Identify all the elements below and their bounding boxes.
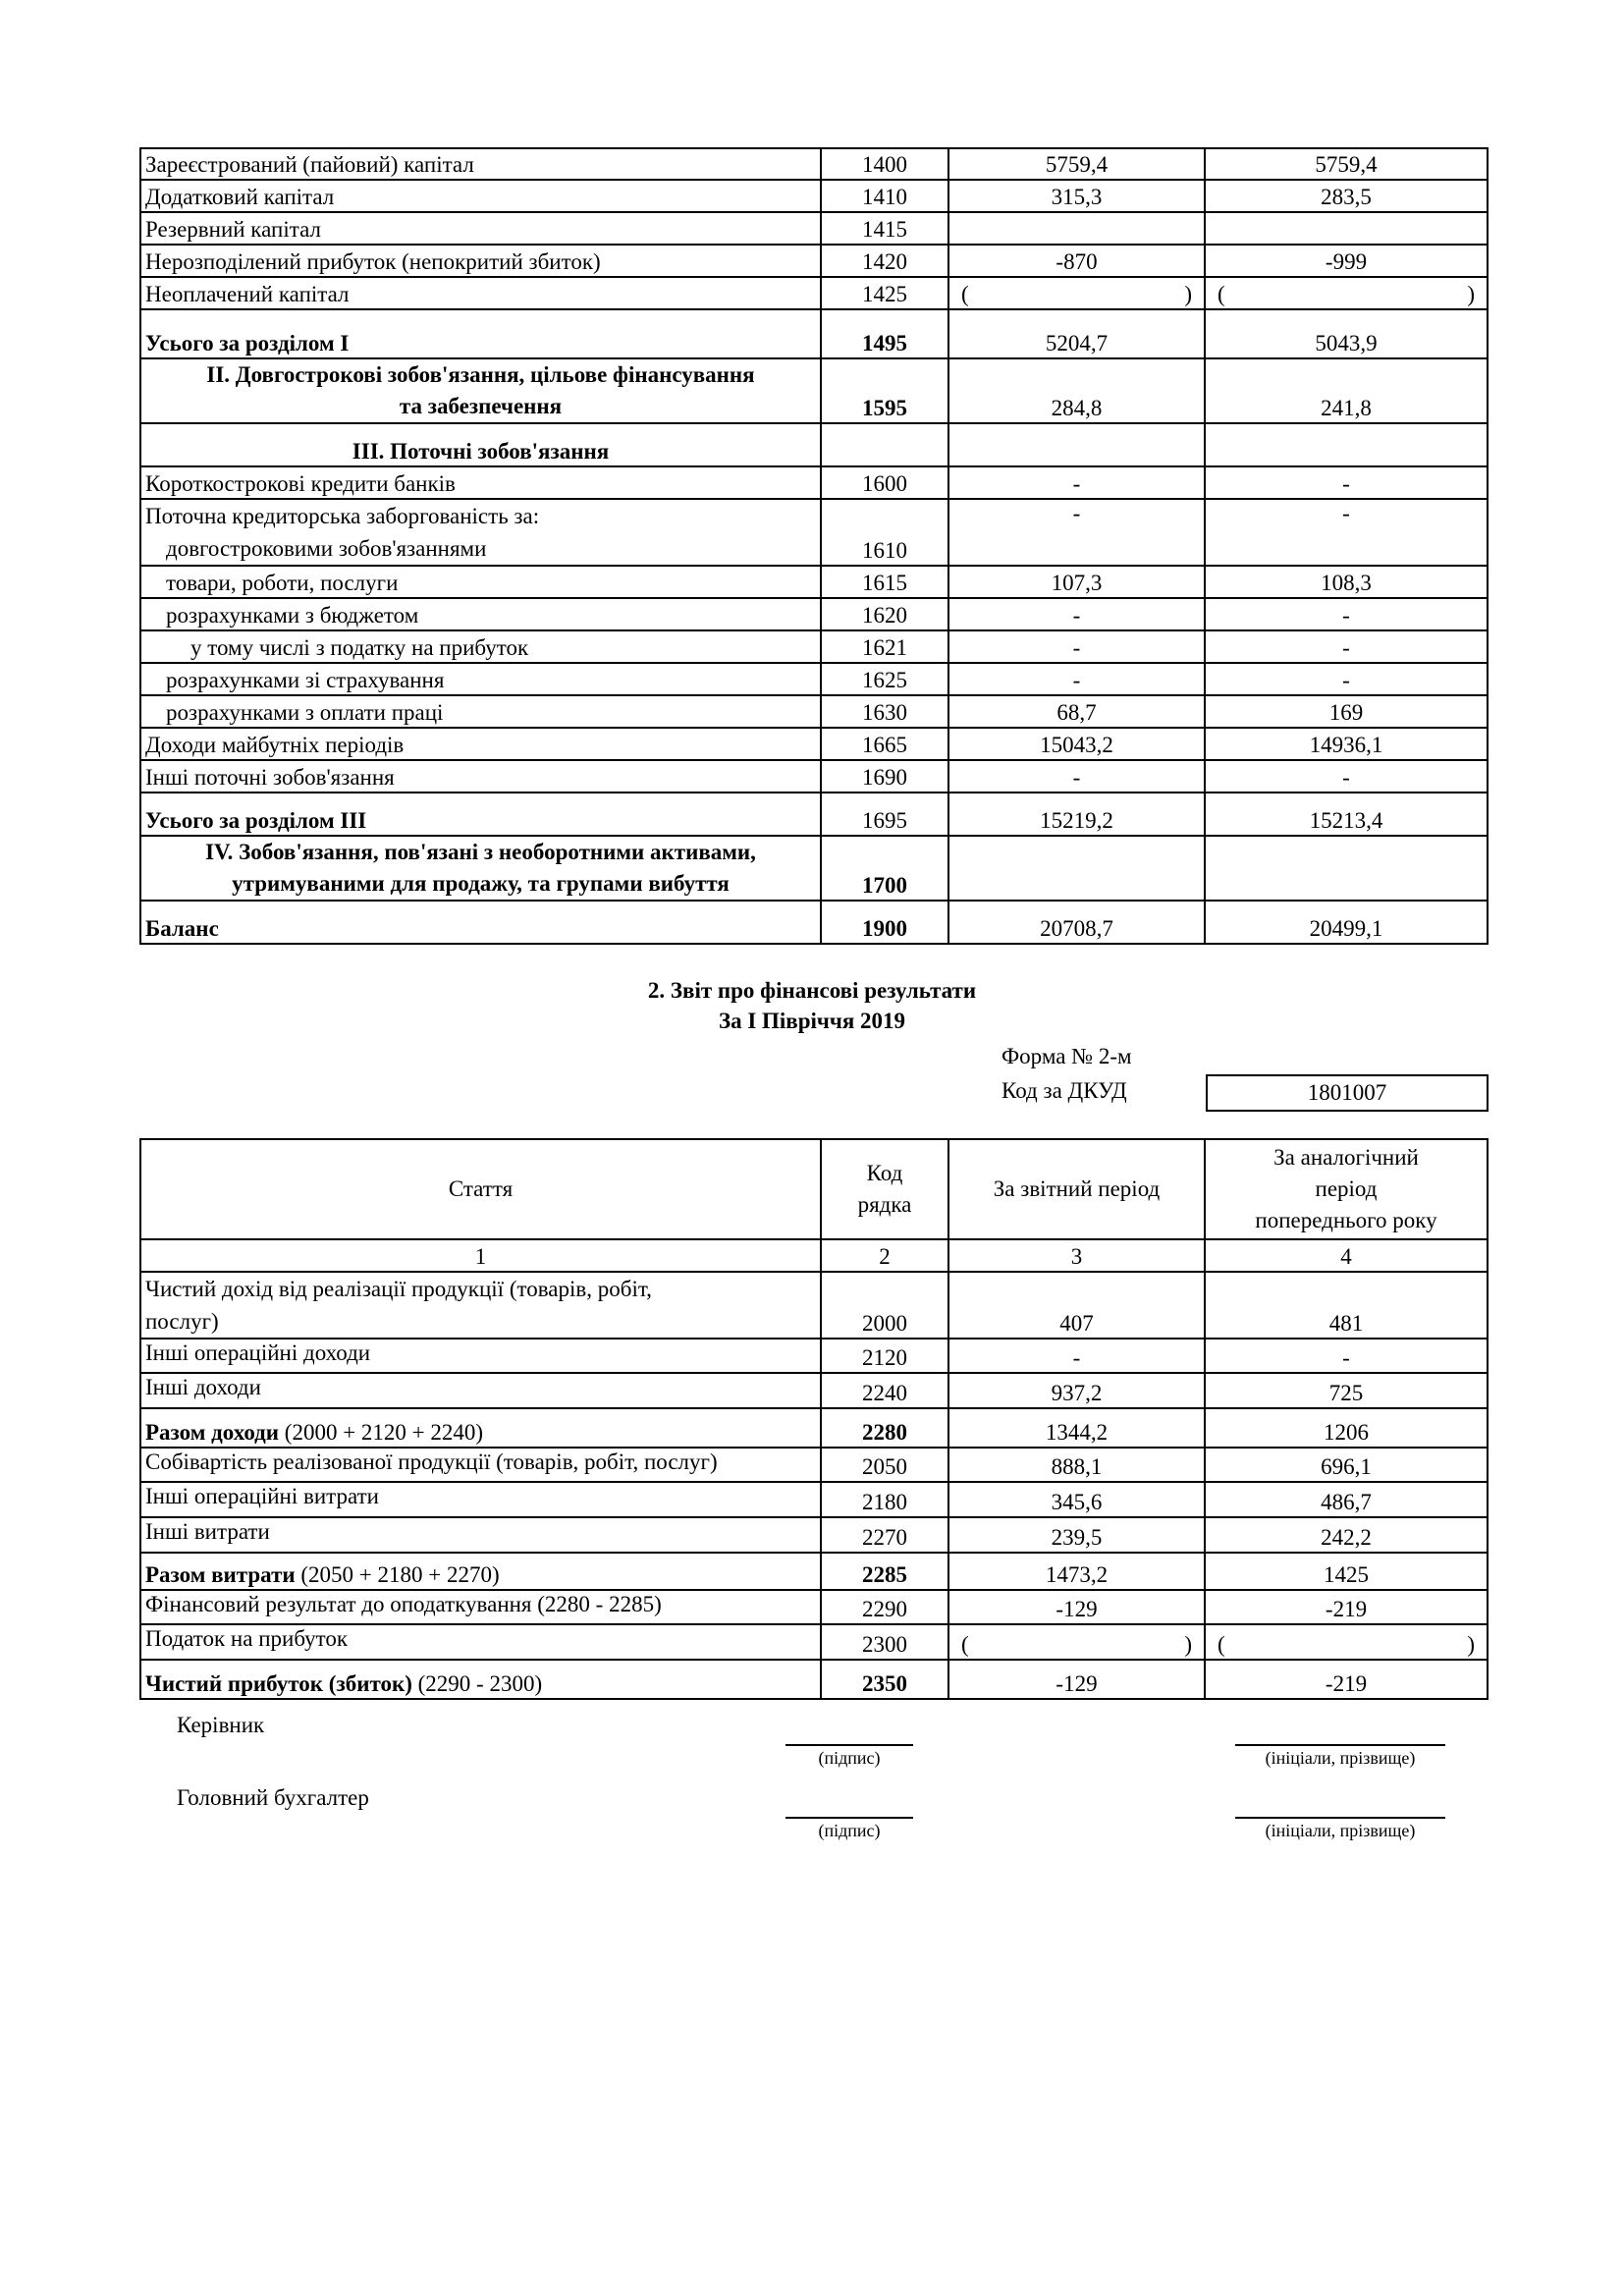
balance-table xyxy=(139,147,1489,945)
table-row xyxy=(140,245,1488,277)
row-value-current: - xyxy=(948,1339,1205,1373)
row-value-previous xyxy=(1205,1624,1488,1660)
header-code xyxy=(821,1139,948,1239)
row-value-previous: 20499,1 xyxy=(1205,901,1488,944)
row-code: 1620 xyxy=(821,598,948,630)
row-value-previous: 169 xyxy=(1205,695,1488,728)
row-label: Інші витрати xyxy=(140,1517,821,1553)
director-name-line xyxy=(1235,1744,1445,1746)
row-value-current: 20708,7 xyxy=(948,901,1205,944)
row-label: Нерозподілений прибуток (непокритий збиток) xyxy=(140,245,821,277)
row-label: Додатковий капітал xyxy=(140,180,821,212)
table-row xyxy=(140,1624,1488,1660)
table-row xyxy=(140,180,1488,212)
row-label: розрахунками зі страхування xyxy=(140,663,821,695)
row-value-current: 5759,4 xyxy=(948,148,1205,180)
header-current-period: За звітний період xyxy=(948,1139,1205,1239)
close-paren: ) xyxy=(1184,282,1192,306)
table-row xyxy=(140,695,1488,728)
row-value-current: - xyxy=(948,760,1205,793)
row-value-previous: 5043,9 xyxy=(1205,309,1488,358)
accountant-name-hint: (ініціали, прізвище) xyxy=(1265,1821,1416,1840)
accountant-label: Головний бухгалтер xyxy=(177,1785,369,1810)
row-label-line-1: Поточна кредиторська заборгованість за: xyxy=(145,504,540,528)
header-code-line-1: Код xyxy=(866,1161,903,1185)
row-label xyxy=(140,358,821,423)
row-code: 1400 xyxy=(821,148,948,180)
row-value-previous: -219 xyxy=(1205,1590,1488,1624)
row-code: 2050 xyxy=(821,1448,948,1482)
director-name-hint: (ініціали, прізвище) xyxy=(1265,1748,1416,1768)
table-row xyxy=(140,358,1488,423)
col-number: 3 xyxy=(948,1239,1205,1272)
header-row xyxy=(140,1139,1488,1239)
row-value-current: 5204,7 xyxy=(948,309,1205,358)
row-label-line-1: IV. Зобов'язання, пов'язані з необоротними активами, xyxy=(205,840,756,864)
table-row xyxy=(140,1448,1488,1482)
table-row xyxy=(140,1272,1488,1339)
open-paren: ( xyxy=(1218,282,1225,306)
row-label: Собівартість реалізованої продукції (товарів, робіт, послуг) xyxy=(140,1448,821,1482)
row-label xyxy=(140,1660,821,1699)
row-code: 1495 xyxy=(821,309,948,358)
row-value-current: - xyxy=(948,630,1205,663)
row-label xyxy=(140,836,821,901)
row-value-previous: - xyxy=(1205,663,1488,695)
row-value-current: - xyxy=(948,598,1205,630)
row-value-previous: 696,1 xyxy=(1205,1448,1488,1482)
row-code: 2240 xyxy=(821,1373,948,1408)
row-value-previous: 15213,4 xyxy=(1205,793,1488,836)
row-label: Фінансовий результат до оподаткування (2280 - 2285) xyxy=(140,1590,821,1624)
table-row xyxy=(140,309,1488,358)
row-value-current: 15043,2 xyxy=(948,728,1205,760)
row-value-previous xyxy=(1205,277,1488,309)
row-value-previous: 1425 xyxy=(1205,1553,1488,1590)
row-value-current: 107,3 xyxy=(948,566,1205,598)
table-row xyxy=(140,148,1488,180)
dkud-label: Код за ДКУД xyxy=(1001,1078,1127,1103)
close-paren: ) xyxy=(1467,282,1475,306)
row-value-current xyxy=(948,277,1205,309)
row-code: 1595 xyxy=(821,358,948,423)
row-value-current: 888,1 xyxy=(948,1448,1205,1482)
row-label-bold: Разом доходи xyxy=(145,1420,280,1445)
row-value-current: 1473,2 xyxy=(948,1553,1205,1590)
row-code: 2285 xyxy=(821,1553,948,1590)
director-signature-line xyxy=(785,1744,913,1746)
header-previous-line-3: попереднього року xyxy=(1255,1208,1437,1232)
row-label: Інші операційні доходи xyxy=(140,1339,821,1373)
row-label: розрахунками з бюджетом xyxy=(140,598,821,630)
report-title: 2. Звіт про фінансові результати xyxy=(647,978,977,1003)
row-label: Резервний капітал xyxy=(140,212,821,245)
table-row xyxy=(140,598,1488,630)
row-label: Інші доходи xyxy=(140,1373,821,1408)
row-label-line-2: послуг) xyxy=(145,1309,219,1334)
open-paren: ( xyxy=(1218,1632,1225,1657)
row-value-previous: 486,7 xyxy=(1205,1482,1488,1517)
header-previous-period xyxy=(1205,1139,1488,1239)
accountant-sign-hint: (підпис) xyxy=(818,1821,881,1840)
row-value-previous xyxy=(1205,836,1488,901)
header-article: Стаття xyxy=(140,1139,821,1239)
financial-results-table xyxy=(139,1138,1489,1700)
director-label: Керівник xyxy=(177,1713,265,1737)
close-paren: ) xyxy=(1467,1632,1475,1657)
row-value-current xyxy=(948,1624,1205,1660)
row-value-previous: 241,8 xyxy=(1205,358,1488,423)
row-code: 1600 xyxy=(821,466,948,499)
row-label: Усього за розділом I xyxy=(140,309,821,358)
row-value-current: -129 xyxy=(948,1590,1205,1624)
table-row xyxy=(140,1517,1488,1553)
row-code: 2180 xyxy=(821,1482,948,1517)
row-code: 1690 xyxy=(821,760,948,793)
row-label: Доходи майбутніх періодів xyxy=(140,728,821,760)
row-code: 2000 xyxy=(821,1272,948,1339)
row-label: Податок на прибуток xyxy=(140,1624,821,1660)
row-code: 1625 xyxy=(821,663,948,695)
table-row xyxy=(140,836,1488,901)
report-period: За І Півріччя 2019 xyxy=(718,1009,906,1033)
row-label: Короткострокові кредити банків xyxy=(140,466,821,499)
row-label-formula: (2050 + 2180 + 2270) xyxy=(295,1562,500,1587)
row-label-line-2: довгостроковими зобов'язаннями xyxy=(166,536,487,561)
row-label: Інші поточні зобов'язання xyxy=(140,760,821,793)
row-code: 2270 xyxy=(821,1517,948,1553)
row-code: 1900 xyxy=(821,901,948,944)
row-value-previous: 242,2 xyxy=(1205,1517,1488,1553)
column-number-row xyxy=(140,1239,1488,1272)
table-row xyxy=(140,1482,1488,1517)
row-value-current: - xyxy=(948,466,1205,499)
row-code: 2120 xyxy=(821,1339,948,1373)
table-row xyxy=(140,1339,1488,1373)
row-label xyxy=(140,1408,821,1448)
section-heading: III. Поточні зобов'язання xyxy=(140,423,821,466)
row-code: 2300 xyxy=(821,1624,948,1660)
row-value-current: 315,3 xyxy=(948,180,1205,212)
director-sign-hint: (підпис) xyxy=(818,1748,881,1768)
row-label-formula: (2290 - 2300) xyxy=(411,1671,543,1696)
table-row xyxy=(140,630,1488,663)
table-row xyxy=(140,277,1488,309)
row-value-previous: 1206 xyxy=(1205,1408,1488,1448)
row-value-previous: 5759,4 xyxy=(1205,148,1488,180)
table-row xyxy=(140,663,1488,695)
row-value-previous: 725 xyxy=(1205,1373,1488,1408)
row-label: Баланс xyxy=(140,901,821,944)
row-label: у тому числі з податку на прибуток xyxy=(140,630,821,663)
header-previous-line-1: За аналогічний xyxy=(1273,1145,1419,1170)
open-paren: ( xyxy=(961,282,969,306)
row-value-current: -129 xyxy=(948,1660,1205,1699)
col-number: 4 xyxy=(1205,1239,1488,1272)
header-previous-line-2: період xyxy=(1315,1176,1378,1201)
row-value-current: - xyxy=(948,499,1205,566)
table-row xyxy=(140,760,1488,793)
table-row xyxy=(140,901,1488,944)
row-code: 1700 xyxy=(821,836,948,901)
row-code: 1425 xyxy=(821,277,948,309)
row-code: 1420 xyxy=(821,245,948,277)
table-row xyxy=(140,1660,1488,1699)
row-value-previous: -999 xyxy=(1205,245,1488,277)
row-label xyxy=(140,499,821,566)
row-value-current: 345,6 xyxy=(948,1482,1205,1517)
row-value-current xyxy=(948,212,1205,245)
row-value-previous: - xyxy=(1205,760,1488,793)
row-value-current: 68,7 xyxy=(948,695,1205,728)
row-label: Усього за розділом III xyxy=(140,793,821,836)
row-code: 1665 xyxy=(821,728,948,760)
table-row xyxy=(140,212,1488,245)
header-code-line-2: рядка xyxy=(857,1192,912,1217)
table-row xyxy=(140,1373,1488,1408)
row-label: Неоплачений капітал xyxy=(140,277,821,309)
col-number: 1 xyxy=(140,1239,821,1272)
row-value-previous: - xyxy=(1205,598,1488,630)
row-label: Інші операційні витрати xyxy=(140,1482,821,1517)
row-value-previous: - xyxy=(1205,1339,1488,1373)
row-value-previous: - xyxy=(1205,499,1488,566)
row-label: Зареєстрований (пайовий) капітал xyxy=(140,148,821,180)
row-value-current: 284,8 xyxy=(948,358,1205,423)
row-value-previous: - xyxy=(1205,630,1488,663)
row-label-line-2: утримуваними для продажу, та групами вибуття xyxy=(232,871,730,896)
row-value-current: 937,2 xyxy=(948,1373,1205,1408)
row-value-previous: -219 xyxy=(1205,1660,1488,1699)
row-code: 2350 xyxy=(821,1660,948,1699)
row-label-line-1: Чистий дохід від реалізації продукції (товарів, робіт, xyxy=(145,1277,652,1301)
row-label-line-1: II. Довгострокові зобов'язання, цільове фінансування xyxy=(206,362,755,387)
row-code: 1621 xyxy=(821,630,948,663)
table-row xyxy=(140,1553,1488,1590)
row-value-previous: - xyxy=(1205,466,1488,499)
row-code: 1415 xyxy=(821,212,948,245)
row-label xyxy=(140,1553,821,1590)
row-value-current: 407 xyxy=(948,1272,1205,1339)
open-paren: ( xyxy=(961,1632,969,1657)
row-value-current: 239,5 xyxy=(948,1517,1205,1553)
row-code: 2280 xyxy=(821,1408,948,1448)
row-value-previous: 283,5 xyxy=(1205,180,1488,212)
row-value-previous: 108,3 xyxy=(1205,566,1488,598)
row-label-bold: Разом витрати xyxy=(145,1562,296,1587)
row-value-current: 15219,2 xyxy=(948,793,1205,836)
row-code: 1615 xyxy=(821,566,948,598)
table-row xyxy=(140,466,1488,499)
row-value-current: -870 xyxy=(948,245,1205,277)
col-number: 2 xyxy=(821,1239,948,1272)
table-row xyxy=(140,728,1488,760)
table-row xyxy=(140,1590,1488,1624)
row-label: товари, роботи, послуги xyxy=(140,566,821,598)
row-code: 1695 xyxy=(821,793,948,836)
row-label xyxy=(140,1272,821,1339)
dkud-code: 1801007 xyxy=(1206,1074,1489,1112)
table-row xyxy=(140,566,1488,598)
row-code: 2290 xyxy=(821,1590,948,1624)
row-code: 1610 xyxy=(821,499,948,566)
row-code: 1410 xyxy=(821,180,948,212)
table-row xyxy=(140,499,1488,566)
row-code: 1630 xyxy=(821,695,948,728)
form-label: Форма № 2-м xyxy=(1001,1044,1132,1068)
row-value-current: - xyxy=(948,663,1205,695)
row-label: розрахунками з оплати праці xyxy=(140,695,821,728)
table-row xyxy=(140,423,1488,466)
row-value-previous: 14936,1 xyxy=(1205,728,1488,760)
row-value-current xyxy=(948,836,1205,901)
row-value-previous xyxy=(1205,212,1488,245)
accountant-name-line xyxy=(1235,1817,1445,1819)
row-value-current: 1344,2 xyxy=(948,1408,1205,1448)
row-label-line-2: та забезпечення xyxy=(399,394,563,418)
row-label-formula: (2000 + 2120 + 2240) xyxy=(279,1420,484,1445)
close-paren: ) xyxy=(1184,1632,1192,1657)
table-row xyxy=(140,1408,1488,1448)
row-value-previous: 481 xyxy=(1205,1272,1488,1339)
table-row xyxy=(140,793,1488,836)
row-label-bold: Чистий прибуток (збиток) xyxy=(145,1671,412,1696)
accountant-signature-line xyxy=(785,1817,913,1819)
